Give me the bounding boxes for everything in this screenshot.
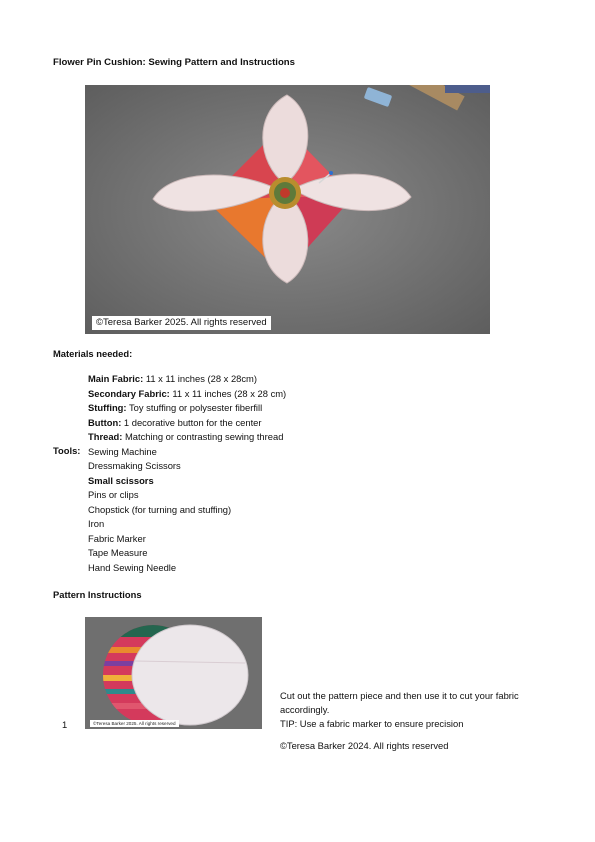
tool-item: Small scissors [88,474,154,486]
photo-watermark: ©Teresa Barker 2025. All rights reserved [92,316,271,330]
tool-item: Chopstick (for turning and stuffing) [88,503,232,515]
tool-item: Iron [88,518,105,529]
material-item [88,430,283,445]
material-item [88,387,286,402]
step-photo-watermark: ©Teresa Barker 2025. All rights reserved [90,720,179,727]
material-label: Thread: [88,431,123,442]
material-label: Secondary Fabric: [88,387,170,399]
material-label: Stuffing: [88,402,127,413]
material-label: Main Fabric: [88,373,144,384]
pattern-heading: Pattern Instructions [53,589,142,600]
material-item [88,401,262,416]
copyright-footer: ©Teresa Barker 2024. All rights reserved [280,740,449,751]
document-title: Flower Pin Cushion: Sewing Pattern and Instructions [53,57,295,68]
tool-item: Hand Sewing Needle [88,561,177,573]
tool-item: Fabric Marker [88,532,146,544]
material-text: Matching or contrasting sewing thread [122,431,284,442]
material-text: 1 decorative button for the center [121,416,262,428]
tool-item: Dressmaking Scissors [88,460,181,471]
material-item [88,416,262,431]
material-text: 11 x 11 inches (28 x 28cm) [143,373,257,384]
step-1-photo [85,617,262,729]
material-item [88,372,257,387]
tool-item: Tape Measure [88,547,148,558]
materials-heading: Materials needed: [53,348,133,359]
tool-item: Sewing Machine [88,445,157,457]
tool-item: Pins or clips [88,489,139,500]
pin-cushion-photo [85,85,490,334]
material-label: Button: [88,416,122,428]
step-instructions [280,689,550,731]
material-text: 11 x 11 inches (28 x 28 cm) [169,387,287,399]
tools-label: Tools: [53,444,81,456]
step-text: Cut out the pattern piece and then use it to cut your fabric accordingly. [280,690,519,715]
step-number: 1 [62,719,68,730]
material-text: Toy stuffing or polysester fiberfill [126,402,263,413]
step-tip: TIP: Use a fabric marker to ensure precision [280,718,464,729]
